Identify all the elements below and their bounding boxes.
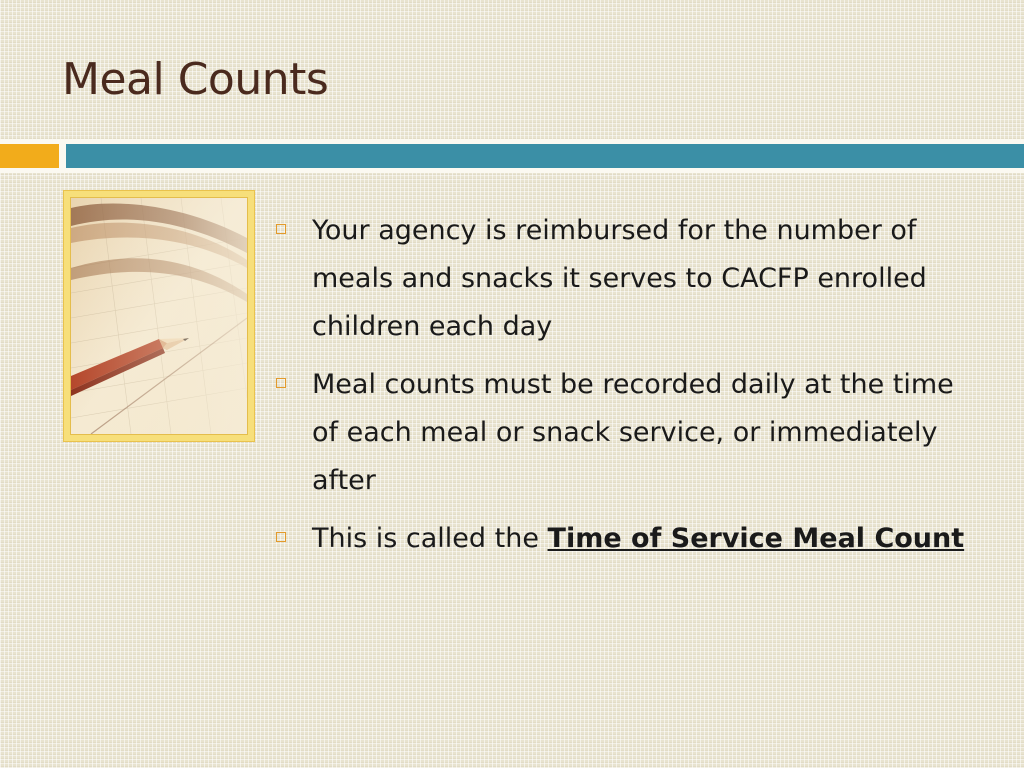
- bullet-text: Your agency is reimbursed for the number of meals and snacks it serves to CACFP enrolled children each day: [312, 215, 927, 342]
- accent-bar-orange: [0, 144, 59, 168]
- pencil-and-ledger-photo: [70, 197, 248, 435]
- square-bullet-icon: [276, 378, 286, 388]
- bullet-text-prefix: This is called the: [312, 523, 548, 554]
- bullet-item: [276, 515, 976, 563]
- bullet-item: [276, 361, 976, 505]
- square-bullet-icon: [276, 224, 286, 234]
- square-bullet-icon: [276, 532, 286, 542]
- slide-title: Meal Counts: [62, 54, 329, 105]
- accent-bar-teal: [66, 144, 1024, 168]
- bullet-text: Meal counts must be recorded daily at the time of each meal or snack service, or immediately after: [312, 369, 954, 496]
- bullet-text: [312, 515, 976, 563]
- bullet-item: [276, 207, 976, 351]
- photo-frame: [63, 190, 255, 442]
- bullet-list: [276, 207, 976, 573]
- time-of-service-meal-count-term: Time of Service Meal Count: [547, 523, 965, 554]
